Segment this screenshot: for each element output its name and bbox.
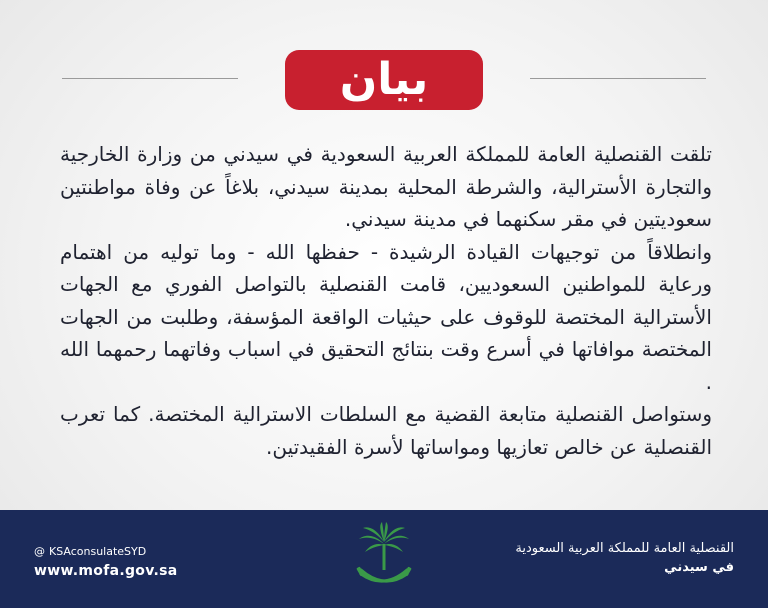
left-divider-line — [62, 78, 238, 79]
paragraph-3: وستواصل القنصلية متابعة القضية مع السلطات الاسترالية المختصة. كما تعرب القنصلية عن خالص تعازيها ومواساتها لأسرة الفقيدتين. — [60, 402, 712, 459]
paragraph-1: تلقت القنصلية العامة للمملكة العربية السعودية في سيدني من وزارة الخارجية والتجارة الأسترالية، والشرطة المحلية بمدينة سيدني، بلاغاً عن وفاة مواطنتين سعوديتين في مقر سكنهما في مدينة سيدني. — [60, 142, 712, 231]
saudi-palm-swords-emblem-icon — [349, 522, 419, 592]
contact-block — [34, 544, 178, 582]
at-sign-icon: @ — [34, 545, 45, 558]
social-handle[interactable] — [34, 544, 178, 560]
right-divider-line — [530, 78, 706, 79]
statement-body — [60, 138, 712, 463]
paragraph-2: وانطلاقاً من توجيهات القيادة الرشيدة - حفظها الله - وما توليه من اهتمام ورعاية للمواطنين السعوديين، قامت القنصلية بالتواصل الفوري مع الجهات الأسترالية المختصة للوقوف على حيثيات الواقعة المؤسفة، وطلبت من الجهات المختصة موافاتها في أسرع وقت بنتائج التحقيق في اسباب وفاتهما رحمهما الله . — [60, 239, 712, 394]
social-handle-text: KSAconsulateSYD — [49, 545, 147, 558]
title-badge — [285, 50, 483, 110]
page-title: بيان — [339, 54, 429, 105]
organization-name — [515, 540, 734, 578]
org-name-line-2: في سيدني — [664, 560, 734, 575]
org-name-line-1: القنصلية العامة للمملكة العربية السعودية — [515, 541, 734, 556]
website-link[interactable]: www.mofa.gov.sa — [34, 563, 178, 579]
